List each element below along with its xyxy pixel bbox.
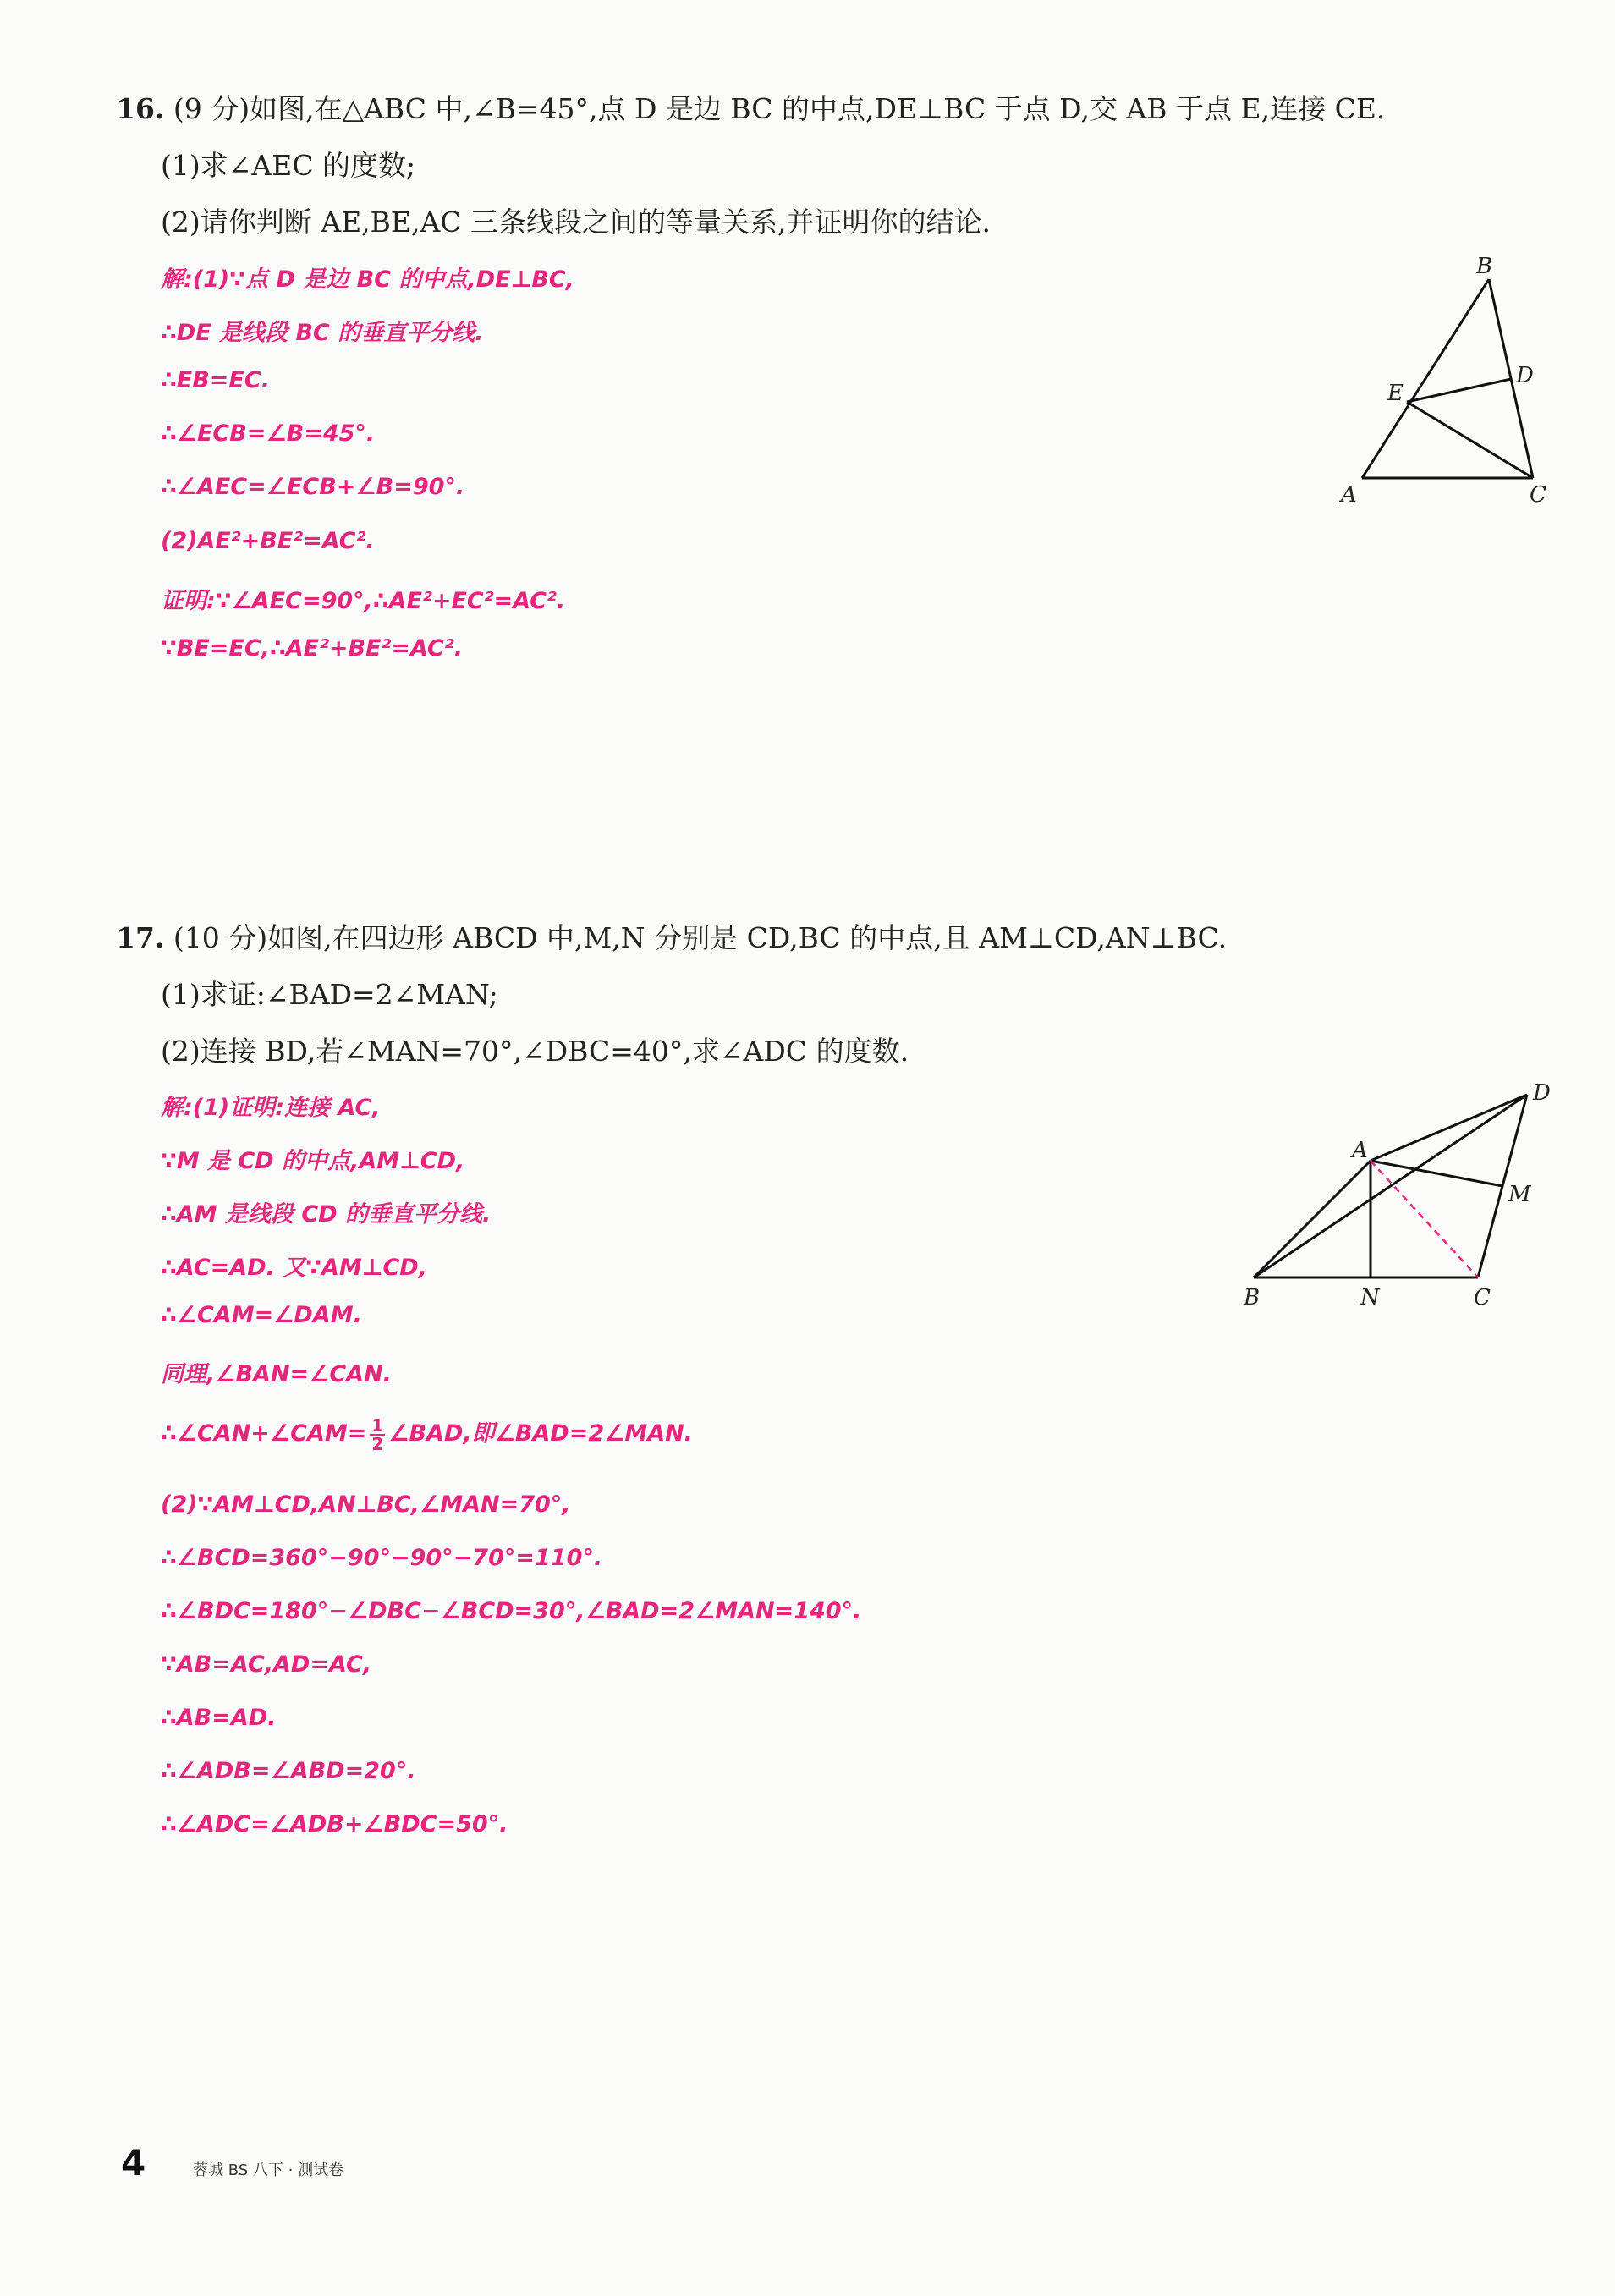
q16-part-1: (1)求∠AEC 的度数; <box>161 149 416 182</box>
q17-segment-ab <box>1254 1161 1371 1277</box>
q16-answer-line: 解:(1)∵点 D 是边 BC 的中点,DE⊥BC, <box>161 266 574 293</box>
q17-answer-line: ∴∠CAM=∠DAM. <box>161 1302 362 1328</box>
q16-answer-line: ∴∠AEC=∠ECB+∠B=90°. <box>161 474 465 500</box>
q16-triangle-figure <box>1337 254 1557 508</box>
q16-label-b: B <box>1476 254 1493 279</box>
q16-answer-line: (2)AE²+BE²=AC². <box>161 528 375 554</box>
q17-answer-line: ∴∠BCD=360°−90°−90°−70°=110°. <box>161 1545 603 1571</box>
q16-part-2: (2)请你判断 AE,BE,AC 三条线段之间的等量关系,并证明你的结论. <box>161 206 992 239</box>
q17-stem: (10 分)如图,在四边形 ABCD 中,M,N 分别是 CD,BC 的中点,且 AM⊥CD,AN⊥BC. <box>173 921 1228 954</box>
q17-label-n: N <box>1360 1285 1380 1310</box>
q17-answer-line: (2)∵AM⊥CD,AN⊥BC,∠MAN=70°, <box>161 1491 571 1518</box>
q16-label-e: E <box>1387 381 1404 406</box>
q16-stem-line <box>116 87 1385 127</box>
q17-part-1: (1)求证:∠BAD=2∠MAN; <box>161 978 498 1011</box>
q17-label-b: B <box>1244 1285 1261 1310</box>
q17-answer-line: ∴∠ADC=∠ADB+∠BDC=50°. <box>161 1811 508 1837</box>
footer-text: 蓉城 BS 八下 · 测试卷 <box>193 2161 344 2179</box>
q17-number: 17. <box>116 921 165 954</box>
q17-label-d: D <box>1533 1080 1551 1106</box>
q17-frac-before: ∴∠CAN+∠CAM= <box>161 1420 367 1447</box>
q17-part-2: (2)连接 BD,若∠MAN=70°,∠DBC=40°,求∠ADC 的度数. <box>161 1035 909 1068</box>
q17-label-c: C <box>1474 1285 1491 1310</box>
q17-fraction <box>370 1414 385 1454</box>
q17-answer-fraction-line <box>161 1414 693 1453</box>
q17-answer-line: ∵M 是 CD 的中点,AM⊥CD, <box>161 1148 465 1174</box>
q16-answer-line: ∴∠ECB=∠B=45°. <box>161 420 376 447</box>
q16-label-a: A <box>1341 482 1357 508</box>
q17-fraction-num: 1 <box>371 1414 384 1436</box>
q17-segment-ad <box>1371 1095 1527 1161</box>
q17-frac-after: ∠BAD,即∠BAD=2∠MAN. <box>388 1420 693 1447</box>
q16-answer-line: ∴EB=EC. <box>161 367 270 393</box>
q17-answer-line: ∴AC=AD. 又∵AM⊥CD, <box>161 1255 427 1281</box>
q17-label-m: M <box>1508 1182 1531 1207</box>
q17-quadrilateral-figure <box>1235 1080 1557 1311</box>
q17-answer-line: 解:(1)证明:连接 AC, <box>161 1095 381 1121</box>
q17-answer-line: ∴∠BDC=180°−∠DBC−∠BCD=30°,∠BAD=2∠MAN=140°. <box>161 1598 862 1624</box>
q16-answer-line: ∴DE 是线段 BC 的垂直平分线. <box>161 320 484 346</box>
q17-stem-line <box>116 916 1227 956</box>
q17-answer-line: ∵AB=AC,AD=AC, <box>161 1651 372 1678</box>
q16-answer-line: ∵BE=EC,∴AE²+BE²=AC². <box>161 635 463 662</box>
q17-label-a: A <box>1352 1138 1368 1163</box>
q17-answer-line: ∴∠ADB=∠ABD=20°. <box>161 1758 416 1784</box>
q16-label-d: D <box>1516 363 1534 388</box>
q17-answer-line: ∴AM 是线段 CD 的垂直平分线. <box>161 1201 492 1228</box>
q17-answer-line: ∴AB=AD. <box>161 1705 277 1731</box>
q16-number: 16. <box>116 92 165 125</box>
q16-segment-ab <box>1362 279 1489 478</box>
q16-segment-ec <box>1407 402 1533 478</box>
q17-answer-line: 同理,∠BAN=∠CAN. <box>161 1361 392 1387</box>
q17-fraction-den: 2 <box>371 1433 384 1454</box>
q16-stem: (9 分)如图,在△ABC 中,∠B=45°,点 D 是边 BC 的中点,DE⊥BC 于点 D,交 AB 于点 E,连接 CE. <box>173 92 1386 125</box>
q16-answer-line: 证明:∵∠AEC=90°,∴AE²+EC²=AC². <box>161 588 566 614</box>
q16-label-c: C <box>1530 482 1546 508</box>
page-number: 4 <box>121 2142 146 2183</box>
